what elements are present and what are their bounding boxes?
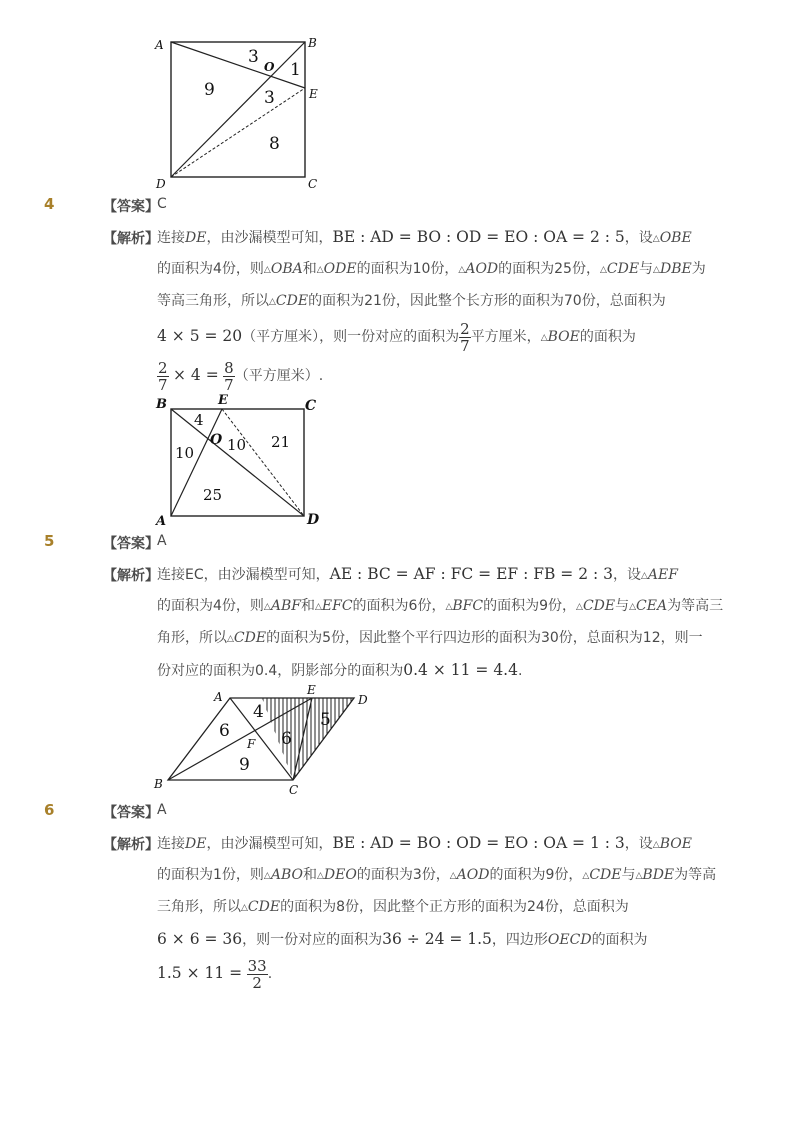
answer-value: A xyxy=(157,533,167,549)
label-C: C xyxy=(305,398,317,414)
area-mid: 10 xyxy=(227,436,247,454)
analysis-line: 连接DE，由沙漏模型可知，BE : AD = BO : OD = EO : OA = 1 : 3，设△BOE xyxy=(157,834,692,852)
figure-rectangle-beca xyxy=(150,392,330,530)
area-bottom: 25 xyxy=(203,486,223,504)
area-mid: 3 xyxy=(264,88,275,108)
label-D: D xyxy=(358,693,368,707)
area-shade: 6 xyxy=(281,729,292,749)
label-E: E xyxy=(307,684,316,697)
label-A: A xyxy=(155,38,164,52)
analysis-line: 6 × 6 = 36，则一份对应的面积为36 ÷ 24 = 1.5，四边形OECD的面积为 xyxy=(157,930,648,948)
answer-value: C xyxy=(157,196,167,212)
question-number: 4 xyxy=(44,195,55,213)
label-D: D xyxy=(156,177,166,191)
label-C: C xyxy=(289,783,299,797)
analysis-line: 的面积为1份，则△ABO和△DEO的面积为3份，△AOD的面积为9份，△CDE与△BDE为等高 xyxy=(157,867,717,883)
answer-tag: 【答案】 xyxy=(103,536,159,552)
analysis-line: 连接DE，由沙漏模型可知，BE : AD = BO : OD = EO : OA = 2 : 5，设△OBE xyxy=(157,228,692,246)
area-top: 3 xyxy=(248,47,259,67)
analysis-line: 连接EC，由沙漏模型可知，AE : BC = AF : FC = EF : FB = 2 : 3，设△AEF xyxy=(157,565,678,583)
analysis-line: 4 × 5 = 20（平方厘米），则一份对应的面积为 $\frac{2}{7}$ 平方厘米，△BOE的面积为 xyxy=(157,319,636,355)
analysis-line: 份对应的面积为0.4，阴影部分的面积为0.4 × 11 = 4.4. xyxy=(157,661,523,679)
analysis-line: 角形，所以△CDE的面积为5份，因此整个平行四边形的面积为30份，总面积为12，则一 xyxy=(157,630,703,646)
answer-value: A xyxy=(157,802,167,818)
label-O: O xyxy=(264,60,275,74)
label-E: E xyxy=(218,393,228,408)
analysis-line: $\frac{2}{7}$ × 4 = $\frac{8}{7}$ （平方厘米）. xyxy=(158,358,324,394)
figure-square-aobe xyxy=(150,30,330,195)
area-bottom: 9 xyxy=(239,755,250,775)
label-F: F xyxy=(247,737,256,751)
label-D: D xyxy=(307,512,320,528)
area-right: 8 xyxy=(269,134,280,154)
label-E: E xyxy=(309,87,318,101)
fraction: $\frac{2}{7}$ xyxy=(158,358,168,394)
label-C: C xyxy=(308,177,318,191)
fraction: $\frac{2}{7}$ xyxy=(460,319,470,355)
question-number: 6 xyxy=(44,801,55,819)
analysis-line: 三角形，所以△CDE的面积为8份，因此整个正方形的面积为24份，总面积为 xyxy=(157,899,629,915)
fraction: $\frac{8}{7}$ xyxy=(224,358,234,394)
label-B: B xyxy=(156,397,167,412)
area-corner: 1 xyxy=(290,60,301,80)
analysis-tag: 【解析】 xyxy=(103,568,159,584)
figure-parallelogram-shaded xyxy=(150,684,380,800)
area-top: 4 xyxy=(194,411,204,429)
area-right: 5 xyxy=(320,710,331,730)
label-A: A xyxy=(156,514,167,529)
answer-tag: 【答案】 xyxy=(103,805,159,821)
analysis-line: 的面积为4份，则△OBA和△ODE的面积为10份，△AOD的面积为25份，△CDE与△DBE为 xyxy=(157,261,706,277)
analysis-tag: 【解析】 xyxy=(103,231,159,247)
area-left: 6 xyxy=(219,721,230,741)
analysis-line: 的面积为4份，则△ABF和△EFC的面积为6份，△BFC的面积为9份，△CDE与△CEA为等高三 xyxy=(157,598,724,614)
area-top: 4 xyxy=(253,702,264,722)
area-right: 21 xyxy=(271,433,291,451)
area-left: 10 xyxy=(175,444,195,462)
label-A: A xyxy=(214,690,223,704)
analysis-line: 1.5 × 11 = $\frac{33}{2}$ . xyxy=(157,956,273,992)
label-O: O xyxy=(210,432,223,448)
fraction: $\frac{33}{2}$ xyxy=(247,956,267,992)
area-left: 9 xyxy=(204,80,215,100)
answer-tag: 【答案】 xyxy=(103,199,159,215)
analysis-tag: 【解析】 xyxy=(103,837,159,853)
label-B: B xyxy=(154,777,163,791)
analysis-line: 等高三角形，所以△CDE的面积为21份，因此整个长方形的面积为70份，总面积为 xyxy=(157,293,666,309)
label-B: B xyxy=(308,36,317,50)
question-number: 5 xyxy=(44,532,55,550)
